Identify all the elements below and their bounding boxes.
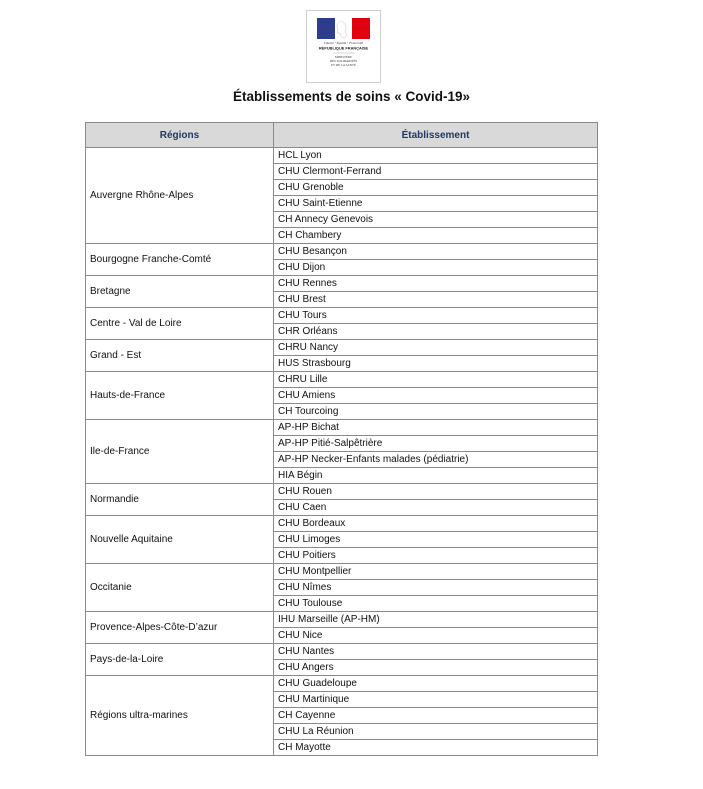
region-cell: Hauts-de-France [86,372,274,420]
establishment-cell: CH Tourcoing [274,404,598,420]
establishment-cell: CH Cayenne [274,708,598,724]
establishment-cell: CHU Nantes [274,644,598,660]
establishment-cell: CHU Grenoble [274,180,598,196]
table-row [86,244,598,260]
flag-red-band [352,18,370,39]
establishment-cell: CHU Nice [274,628,598,644]
table-row [86,148,598,164]
region-cell: Occitanie [86,564,274,612]
region-cell: Bretagne [86,276,274,308]
table-row [86,420,598,436]
establishment-cell: HUS Strasbourg [274,356,598,372]
establishment-cell: CHU Amiens [274,388,598,404]
establishment-cell: CHU Besançon [274,244,598,260]
establishment-cell: AP-HP Bichat [274,420,598,436]
table-body [86,148,598,756]
establishment-cell: AP-HP Pitié-Salpêtrière [274,436,598,452]
establishment-cell: CHU Tours [274,308,598,324]
table-row [86,372,598,388]
establishment-cell: CHU Poitiers [274,548,598,564]
region-cell: Pays-de-la-Loire [86,644,274,676]
establishment-cell: CHRU Lille [274,372,598,388]
region-cell: Bourgogne Franche-Comté [86,244,274,276]
region-cell: Provence-Alpes-Côte-D’azur [86,612,274,644]
establishment-cell: CH Chambery [274,228,598,244]
column-header-regions: Régions [86,123,274,148]
region-cell: Ile-de-France [86,420,274,484]
establishment-cell: AP-HP Necker-Enfants malades (pédiatrie) [274,452,598,468]
establishment-cell: CHR Orléans [274,324,598,340]
logo-republic: RÉPUBLIQUE FRANÇAISE [318,45,369,51]
establishment-cell: CHU Toulouse [274,596,598,612]
table-row [86,564,598,580]
establishment-cell: IHU Marseille (AP-HM) [274,612,598,628]
table-row [86,340,598,356]
page-title: Établissements de soins « Covid-19» [232,89,471,104]
table-row [86,612,598,628]
table-header-row [86,123,598,148]
establishment-cell: CHU La Réunion [274,724,598,740]
establishment-cell: CHU Saint-Etienne [274,196,598,212]
establishment-cell: CHU Rouen [274,484,598,500]
column-header-establishment: Établissement [274,123,598,148]
table-row [86,516,598,532]
establishment-cell: CHU Rennes [274,276,598,292]
flag-blue-band [317,18,335,39]
table-row [86,308,598,324]
establishment-cell: CHU Montpellier [274,564,598,580]
region-cell: Régions ultra-marines [86,676,274,756]
establishment-cell: CHU Nîmes [274,580,598,596]
logo-ministry-line-1: MINISTÈRE [335,55,352,59]
table-row [86,276,598,292]
establishment-cell: CHU Limoges [274,532,598,548]
establishment-cell: CHU Caen [274,500,598,516]
establishment-cell: CHU Brest [274,292,598,308]
establishment-cell: HIA Bégin [274,468,598,484]
table-row [86,644,598,660]
region-cell: Normandie [86,484,274,516]
establishment-cell: CHU Clermont-Ferrand [274,164,598,180]
logo-ministry-line-2: DES SOLIDARITÉS [329,59,358,63]
establishment-cell: CHU Bordeaux [274,516,598,532]
establishment-cell: CH Annecy Genevois [274,212,598,228]
region-cell: Auvergne Rhône-Alpes [86,148,274,244]
establishment-cell: CHU Guadeloupe [274,676,598,692]
region-cell: Centre - Val de Loire [86,308,274,340]
establishment-cell: CH Mayotte [274,740,598,756]
establishment-cell: CHRU Nancy [274,340,598,356]
establishment-cell: CHU Angers [274,660,598,676]
logo-ministry-line-3: ET DE LA SANTÉ [331,63,356,67]
establishment-cell: CHU Dijon [274,260,598,276]
region-cell: Nouvelle Aquitaine [86,516,274,564]
ministry-logo [306,10,381,83]
table-row [86,484,598,500]
establishment-cell: HCL Lyon [274,148,598,164]
logo-motto: Liberté • Égalité • Fraternité [323,41,364,45]
establishments-table [85,122,598,756]
region-cell: Grand - Est [86,340,274,372]
marianne-logo-graphic [307,11,380,82]
table-row [86,676,598,692]
establishment-cell: CHU Martinique [274,692,598,708]
